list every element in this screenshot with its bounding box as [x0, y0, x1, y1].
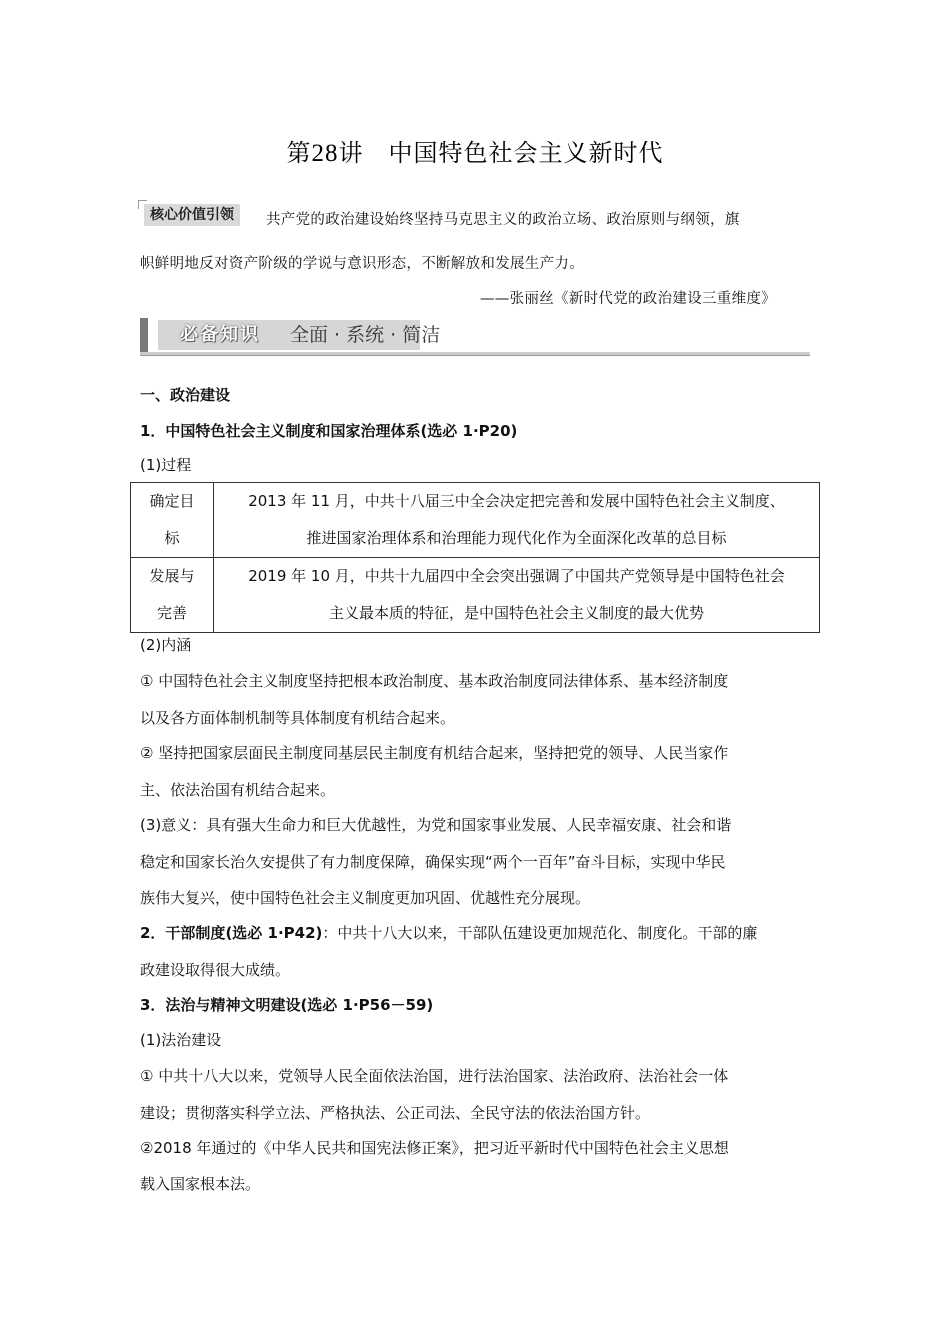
- item2-text2: 政建设取得很大成绩。: [140, 961, 291, 979]
- item1-heading: 1．中国特色社会主义制度和国家治理体系(选必 1·P20): [140, 422, 518, 440]
- page-title: [0, 133, 950, 168]
- significance-line3: 族伟大复兴，使中国特色社会主义制度更加巩固、优越性充分展现。: [140, 889, 591, 907]
- banner-subtitle: 全面 · 系统 · 简洁: [290, 324, 441, 346]
- process-table: [130, 482, 820, 633]
- banner-underline-thin: [140, 355, 810, 356]
- table-key-cell: [131, 483, 214, 558]
- item2-text1: ：中共十八大以来，干部队伍建设更加规范化、制度化。干部的廉: [322, 924, 758, 942]
- connotation-p1-line2: 以及各方面体制机制等具体制度有机结合起来。: [140, 709, 456, 727]
- table-value-line2: 主义最本质的特征，是中国特色社会主义制度的最大优势: [328, 604, 704, 622]
- title-number: 28: [311, 140, 339, 167]
- table-key-line1: 确定目: [149, 492, 195, 510]
- table-value-line1: 2019 年 10 月，中共十九届四中全会突出强调了中国共产党领导是中国特色社会: [248, 567, 785, 585]
- table-key-cell: [131, 558, 214, 633]
- table-key-line1: 发展与: [149, 567, 195, 585]
- connotation-p2-line2: 主、依法治国有机结合起来。: [140, 781, 336, 799]
- significance-line2: 稳定和国家长治久安提供了有力制度保障，确保实现“两个一百年”奋斗目标，实现中华民: [140, 853, 726, 871]
- title-rest: 讲 中国特色社会主义新时代: [338, 139, 664, 167]
- table-value-line2: 推进国家治理体系和治理能力现代化作为全面深化改革的总目标: [306, 529, 727, 547]
- table-key-line2: 完善: [156, 604, 187, 622]
- rule-of-law-p2-line2: 载入国家根本法。: [140, 1175, 261, 1193]
- item2-line1: [140, 922, 757, 943]
- core-value-line1: 共产党的政治建设始终坚持马克思主义的政治立场、政治原则与纲领，旗: [266, 212, 740, 228]
- banner-label: 必备知识: [180, 324, 260, 345]
- significance-line1: (3)意义：具有强大生命力和巨大优越性，为党和国家事业发展、人民幸福安康、社会和谐: [140, 816, 732, 834]
- sub3-heading: (1)法治建设: [140, 1031, 222, 1049]
- core-value-badge-label: 核心价值引领: [144, 204, 240, 226]
- banner-bar: [140, 318, 148, 354]
- rule-of-law-p2-line1: ②2018 年通过的《中华人民共和国宪法修正案》，把习近平新时代中国特色社会主义思想: [140, 1139, 729, 1157]
- table-key-line2: 标: [164, 529, 180, 547]
- rule-of-law-p1-line1: ① 中共十八大以来，党领导人民全面依法治国，进行法治国家、法治政府、法治社会一体: [140, 1067, 729, 1085]
- table-value-line1: 2013 年 11 月，中共十八届三中全会决定把完善和发展中国特色社会主义制度、: [248, 492, 785, 510]
- sub2-heading: (2)内涵: [140, 636, 192, 654]
- section-banner: [140, 318, 810, 356]
- table-row: [131, 558, 820, 633]
- sub1-heading: (1)过程: [140, 456, 192, 474]
- title-prefix: 第: [286, 139, 312, 167]
- item3-heading: 3．法治与精神文明建设(选必 1·P56－59): [140, 996, 434, 1014]
- table-row: [131, 483, 820, 558]
- table-value-cell: [214, 483, 820, 558]
- connotation-p1-line1: ① 中国特色社会主义制度坚持把根本政治制度、基本政治制度同法律体系、基本经济制度: [140, 672, 729, 690]
- core-value-line2: 帜鲜明地反对资产阶级的学说与意识形态，不断解放和发展生产力。: [140, 256, 584, 272]
- item2-heading: 2．干部制度(选必 1·P42): [140, 924, 323, 942]
- table-value-cell: [214, 558, 820, 633]
- core-value-badge: [138, 200, 254, 230]
- rule-of-law-p1-line2: 建设；贯彻落实科学立法、严格执法、公正司法、全民守法的依法治国方针。: [140, 1104, 651, 1122]
- connotation-p2-line1: ② 坚持把国家层面民主制度同基层民主制度有机结合起来，坚持把党的领导、人民当家作: [140, 744, 729, 762]
- core-value-source: ——张丽丝《新时代党的政治建设三重维度》: [480, 291, 776, 307]
- section1-heading: 一、政治建设: [140, 386, 231, 404]
